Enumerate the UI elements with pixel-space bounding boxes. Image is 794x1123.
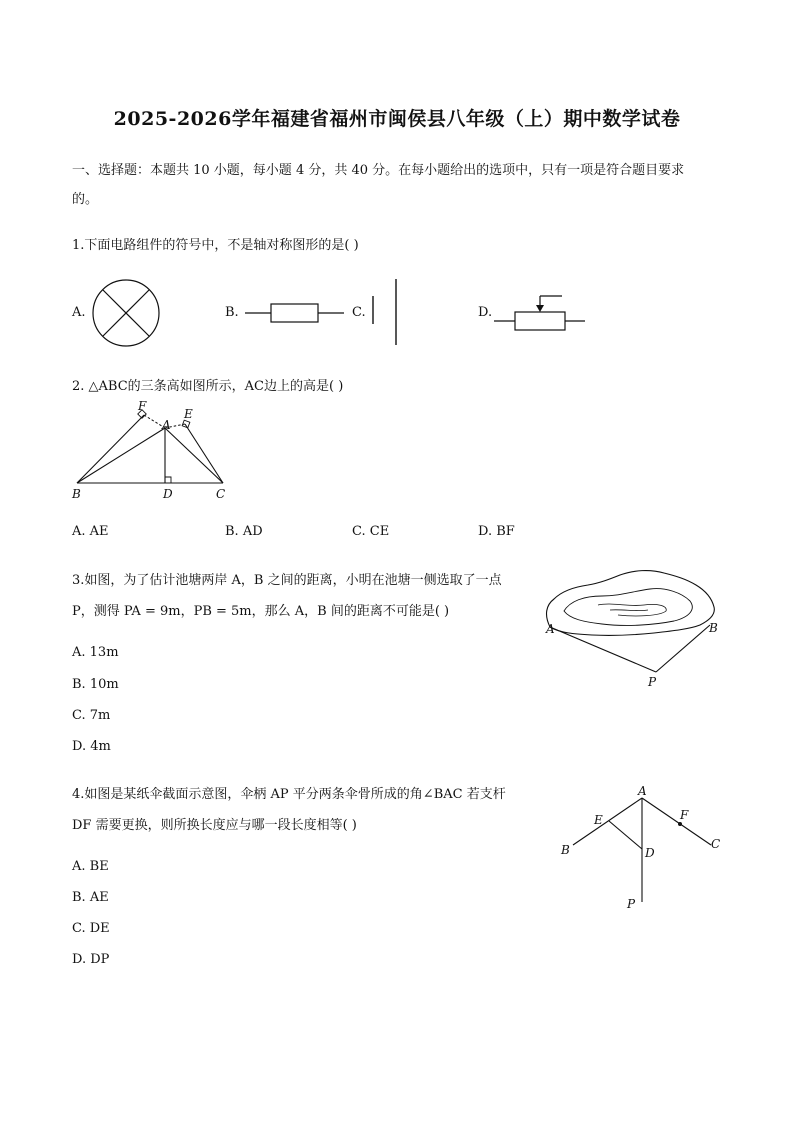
q1-stem: 1.下面电路组件的符号中，不是轴对称图形的是( ) [72, 238, 359, 253]
q4-label-p: P [627, 897, 636, 911]
q2-option-b: B. AD [225, 524, 263, 539]
q3-option-d: D. 4m [72, 739, 111, 754]
q2-option-d: D. BF [478, 524, 515, 539]
q1-option-d-label: D. [478, 305, 493, 320]
q3-stem-line-2: P，测得 PA = 9m，PB = 5m，那么 A，B 间的距离不可能是( ) [72, 604, 450, 619]
q4-option-a: A. BE [72, 859, 109, 874]
q4-umbrella-figure [555, 782, 730, 912]
q2-option-a: A. AE [72, 524, 109, 539]
q3-option-a: A. 13m [72, 645, 119, 660]
q4-label-f: F [680, 808, 689, 822]
q4-label-d: D [645, 846, 655, 860]
q3-label-p: P [648, 675, 657, 689]
q3-pond-figure [540, 565, 730, 690]
q1-option-b-label: B. [225, 305, 239, 320]
q2-triangle-figure [70, 399, 240, 502]
q4-label-a: A [638, 784, 647, 798]
q4-option-c: C. DE [72, 921, 110, 936]
q1-option-b-resistor-symbol [245, 302, 345, 324]
q1-option-d-rheostat-symbol [494, 292, 586, 332]
section-heading-line-1: 一、选择题：本题共 10 小题，每小题 4 分，共 40 分。在每小题给出的选项中，只有一项是符合题目要求 [72, 163, 685, 178]
q1-option-a-label: A. [72, 305, 86, 320]
q3-option-c: C. 7m [72, 708, 111, 723]
q1-option-c-label: C. [352, 305, 366, 320]
q2-label-d: D [163, 487, 173, 501]
q2-label-a: A [162, 418, 171, 432]
q4-option-b: B. AE [72, 890, 109, 905]
q4-label-c: C [711, 837, 721, 851]
q4-stem-line-1: 4.如图是某纸伞截面示意图，伞柄 AP 平分两条伞骨所成的角∠BAC 若支杆 [72, 787, 506, 802]
q3-label-a: A [546, 622, 555, 636]
q2-label-e: E [184, 407, 193, 421]
q2-stem: 2. △ABC的三条高如图所示，AC边上的高是( ) [72, 379, 344, 394]
q1-option-c-capacitor-symbol [370, 278, 402, 348]
q2-label-f: F [138, 399, 147, 413]
q4-label-b: B [561, 843, 570, 857]
q3-option-b: B. 10m [72, 677, 119, 692]
q1-option-a-lamp-symbol [92, 279, 162, 349]
q4-stem-line-2: DF 需要更换，则所换长度应与哪一段长度相等( ) [72, 818, 357, 833]
q2-label-c: C [216, 487, 226, 501]
q2-option-c: C. CE [352, 524, 390, 539]
q2-label-b: B [72, 487, 81, 501]
page-title: 2025-2026学年福建省福州市闽侯县八年级（上）期中数学试卷 [113, 108, 681, 130]
q4-label-e: E [594, 813, 603, 827]
q4-option-d: D. DP [72, 952, 110, 967]
q3-label-b: B [709, 621, 718, 635]
section-heading-line-2: 的。 [72, 192, 99, 207]
q3-stem-line-1: 3.如图，为了估计池塘两岸 A，B 之间的距离，小明在池塘一侧选取了一点 [72, 573, 502, 588]
